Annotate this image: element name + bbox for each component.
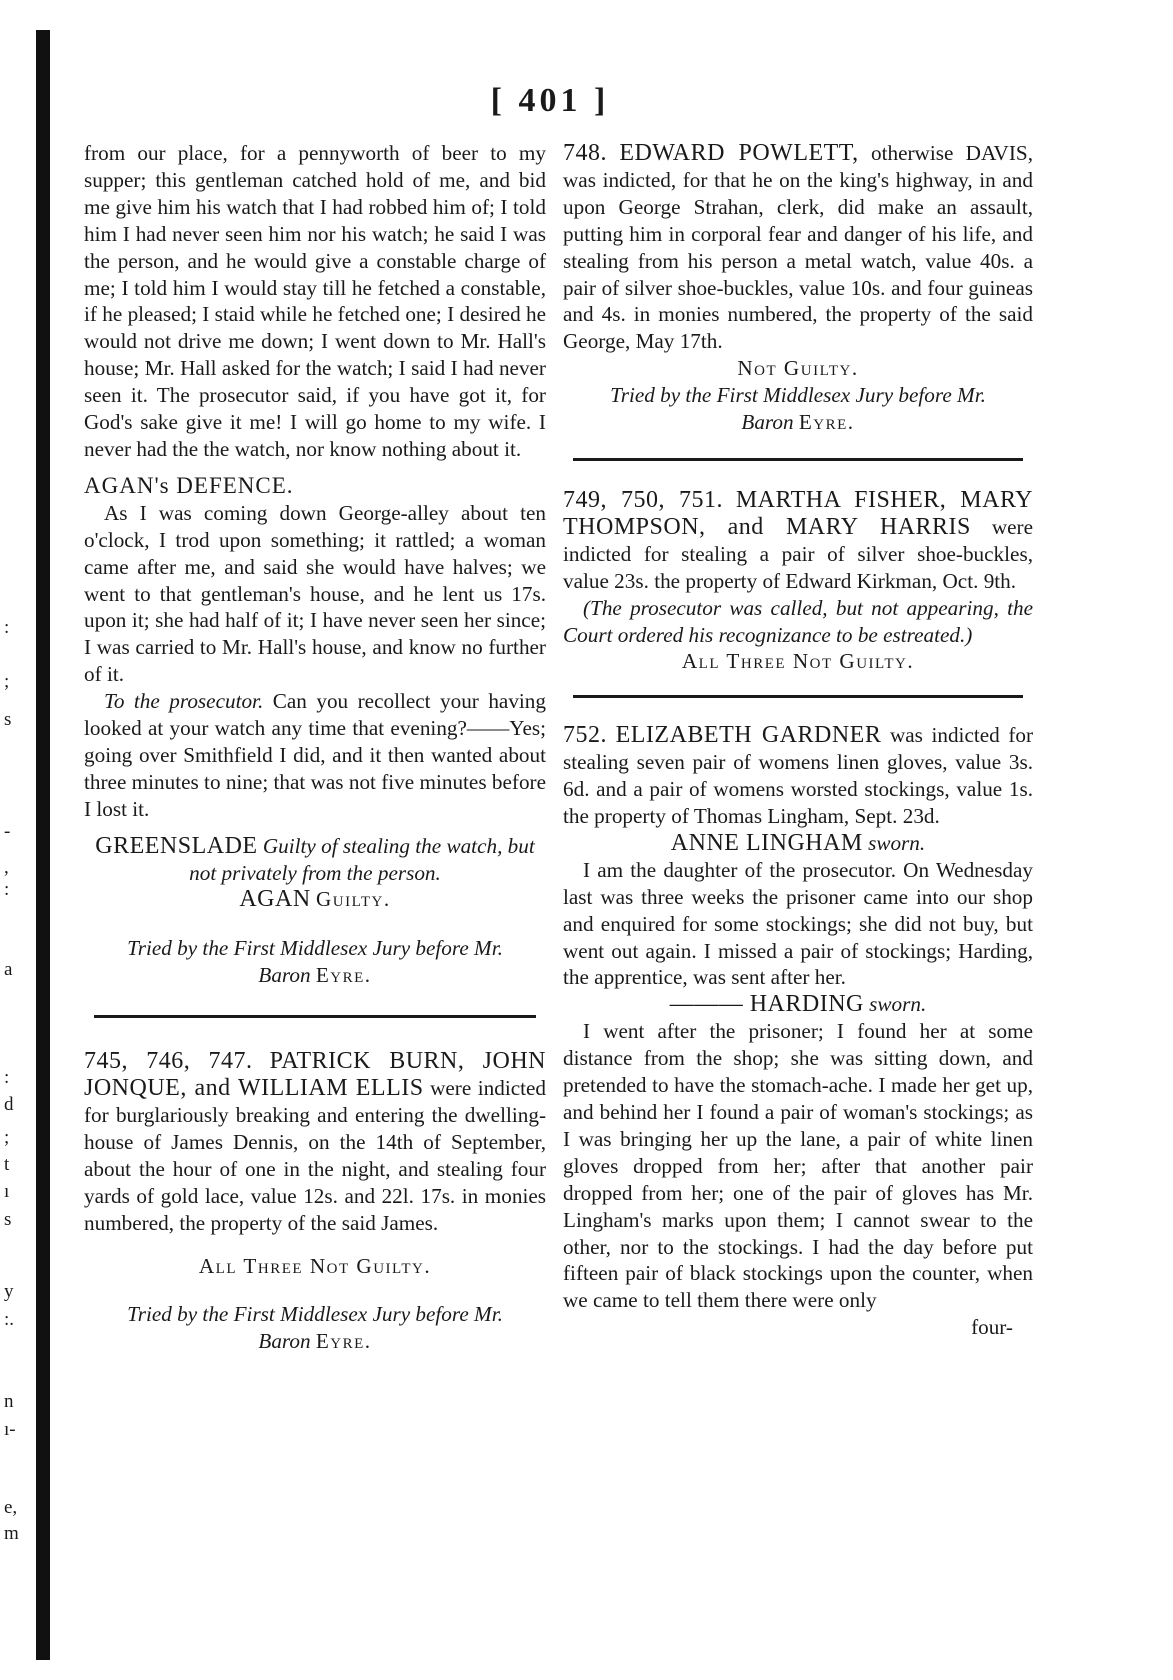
trial-note	[84, 1328, 546, 1355]
margin-fragment: a	[4, 959, 13, 980]
defendant-names: MARTHA FISHER, MARY THOMPSON, and MARY HARRIS	[563, 486, 1033, 540]
case-entry	[563, 722, 1033, 830]
verdict: Not Guilty.	[737, 356, 859, 381]
witness-name: ——— HARDING	[669, 991, 864, 1018]
defendant-names: ELIZABETH GARDNER	[615, 722, 882, 749]
court-note: (The prosecutor was called, but not appearing, the Court ordered his recognizance to be estreated.)	[563, 595, 1033, 647]
margin-fragment: y	[4, 1281, 14, 1302]
case-number: 748.	[563, 140, 607, 166]
verdict: All Three Not Guilty.	[198, 1253, 432, 1278]
case-entry	[84, 1048, 546, 1236]
margin-fragment: s	[4, 709, 12, 730]
defendant-names: PATRICK BURN, JOHN JONQUE, and WILLIAM ELLIS	[84, 1048, 547, 1102]
case-entry	[563, 140, 1033, 355]
sworn-label: sworn.	[868, 830, 926, 855]
margin-fragment: ;	[4, 671, 10, 692]
left-column	[84, 140, 546, 1355]
judge-name: Eyre.	[798, 410, 855, 435]
right-column	[563, 140, 1033, 1341]
trial-note: Tried by the First Middlesex Jury before Mr.	[127, 936, 503, 961]
page-number: [ 401 ]	[490, 82, 610, 119]
judge-title: Baron	[258, 1329, 311, 1354]
divider	[94, 1015, 536, 1018]
margin-fragment: d	[4, 1094, 14, 1115]
witness-testimony: I am the daughter of the prosecutor. On Wednesday last was three weeks the prisoner came into our shop and enquired for some stockings; she did not buy, but went out again. I missed a pair of stockings; Harding, the apprentice, was sent after her.	[563, 857, 1033, 990]
indictment-text: were indicted for burglariously breaking and entering the dwelling-house of James Dennis, on the 14th of September, about the hour of one in the night, and stealing four yards of gold lace, value 12s. and 22l. 17s. in monies numbered, the property of the said James.	[84, 1076, 547, 1235]
alias: otherwise DAVIS,	[871, 141, 1033, 165]
trial-note: Tried by the First Middlesex Jury before Mr.	[610, 383, 986, 408]
margin-fragment: :	[4, 617, 10, 638]
catchword: four-	[971, 1315, 1013, 1340]
verdict	[84, 886, 546, 913]
margin-fragment: ı	[4, 1181, 10, 1202]
judge-title: Baron	[741, 410, 794, 435]
margin-fragment: ı-	[4, 1419, 16, 1440]
trial-note	[563, 409, 1033, 436]
examination-paragraph	[84, 688, 546, 823]
defendant-names: EDWARD POWLETT,	[619, 140, 859, 166]
trial-note: Tried by the First Middlesex Jury before Mr.	[127, 1302, 503, 1327]
margin-fragment: s	[4, 1209, 12, 1230]
margin-fragment: ;	[4, 1127, 10, 1148]
margin-fragment: ,	[4, 857, 9, 878]
indictment-text: was indicted, for that he on the king's highway, in and upon George Strahan, clerk, did make an assault, putting him in corporal fear and danger of his life, and stealing from his person a metal watch, value 40s. a pair of silver shoe-buckles, value 10s. and four guineas and 4s. in monies numbered, the property of the said George, May 17th.	[563, 167, 1033, 354]
verdict-text: Guilty.	[315, 887, 391, 912]
indictment-text: were indicted for stealing a pair of silver shoe-buckles, value 23s. the property of Edward Kirkman, Oct. 9th.	[563, 514, 1033, 593]
defence-text: As I was coming down George-alley about ten o'clock, I trod upon something; it rattled; a woman came after me, and said she would have halves; we went to that gentleman's house, and he lent us 17s. upon it; she had half of it; I have never seen her since; I was carried to Mr. Hall's house, and know no further of it.	[84, 500, 546, 687]
defendant-name: AGAN	[239, 886, 311, 913]
divider	[573, 695, 1023, 698]
divider	[573, 458, 1023, 461]
case-number: 749, 750, 751.	[563, 486, 724, 513]
verdict-text: Guilty of stealing the watch, but not privately from the person.	[189, 833, 535, 885]
defendant-name: GREENSLADE	[95, 832, 258, 859]
margin-fragment: :.	[4, 1309, 15, 1330]
verdict	[84, 833, 546, 887]
judge-name: Eyre.	[315, 963, 372, 988]
margin-fragment: t	[4, 1154, 10, 1175]
witness-heading	[563, 830, 1033, 857]
witness-testimony: I went after the prisoner; I found her at some distance from the shop; she was sitting down, and pretended to have the stomach-ache. I made her get up, and behind her I found a pair of woman's stockings; as I was bringing her up the lane, a pair of white linen gloves dropped from her; after that another pair dropped from her; one of the pair of gloves has Mr. Lingham's marks upon them; I cannot swear to the other, nor to the stockings. I had the day before put fifteen pair of black stockings upon the counter, when we came to tell them there were only	[563, 1019, 1033, 1313]
examination-text: Can you recollect your having looked at your watch any time that evening?——Yes; going over Smithfield I did, and it then wanted about three minutes to nine; that was not five minutes before I lost it.	[84, 689, 546, 821]
case-entry	[563, 487, 1033, 595]
case-number: 752.	[563, 722, 607, 749]
margin-fragment: :	[4, 879, 10, 900]
margin-fragment: -	[4, 821, 11, 842]
witness-heading	[563, 991, 1033, 1018]
margin-fragment: n	[4, 1391, 14, 1412]
verdict: All Three Not Guilty.	[681, 649, 915, 674]
section-heading: AGAN's DEFENCE.	[84, 472, 294, 498]
margin-fragment: m	[4, 1523, 19, 1544]
sworn-label: sworn.	[869, 992, 927, 1017]
judge-name: Eyre.	[315, 1329, 372, 1354]
trial-note	[84, 962, 546, 989]
binding-shadow	[36, 30, 50, 1660]
witness-name: ANNE LINGHAM	[670, 829, 863, 856]
margin-fragment: e,	[4, 1497, 18, 1518]
examination-label: To the prosecutor.	[104, 689, 264, 714]
testimony-continuation: from our place, for a pennyworth of beer to my supper; this gentleman catched hold of me, and bid me give him his watch that I had robbed him of; I told him I had never seen him nor his watch; he said I was the person, and he would give a constable charge of me; I told him I would stay till he fetched a constable, if he pleased; I staid while he fetched one; I desired he would not drive me down; I went down to Mr. Hall's house; Mr. Hall asked for the watch; I said I had never seen it. The prosecutor said, if you have got it, for God's sake give it me! I will go home to my wife. I never had the the watch, nor know nothing about it.	[84, 141, 546, 461]
case-number: 745, 746, 747.	[84, 1048, 253, 1075]
judge-title: Baron	[258, 963, 311, 988]
indictment-text: was indicted for stealing seven pair of womens linen gloves, value 3s. 6d. and a pair of womens worsted stockings, value 1s. the property of Thomas Lingham, Sept. 23d.	[563, 723, 1034, 829]
margin-fragment: :	[4, 1067, 10, 1088]
